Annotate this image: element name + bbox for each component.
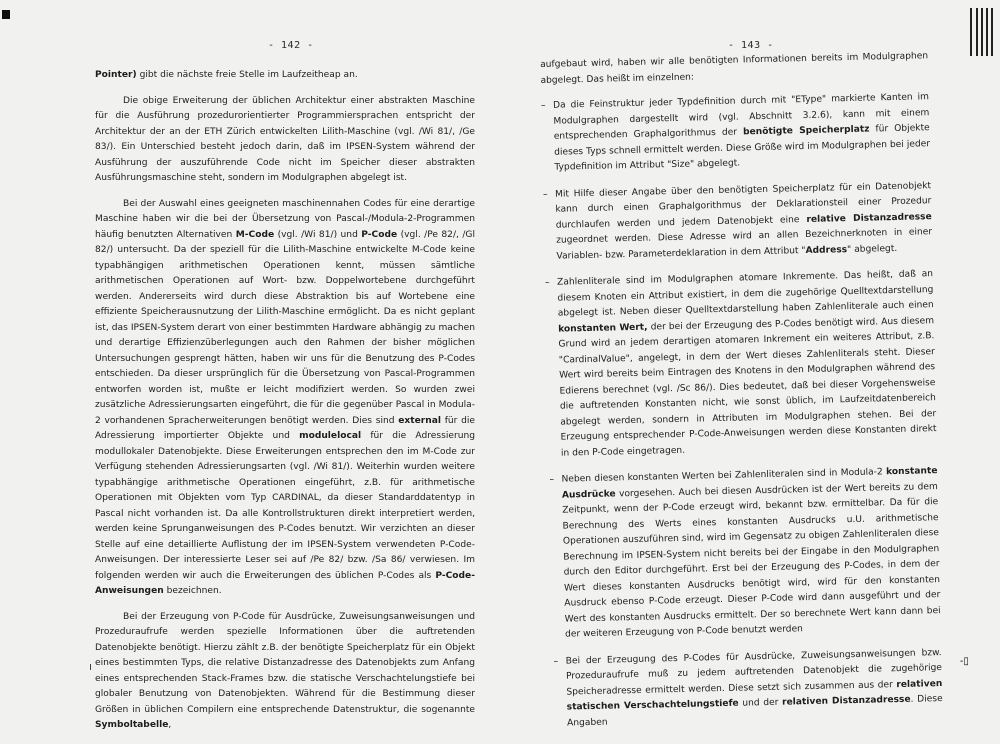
text-run: Mit Hilfe dieser Angabe über den benötigten Speicherplatz für ein Datenobjekt kann durch einen Graphalgorithmus der Deklarationsteil einer Prozedur durchlaufen werden und jedem Datenobjekt eine	[554, 180, 932, 231]
text-run: aufgebaut wird, haben wir alle benötigten Informationen bereits im Modulgraphen abgelegt. Das heißt im einzelnen:	[540, 51, 929, 86]
bold-term: P-Code-Anweisungen	[95, 570, 475, 596]
text-run: für die Adressierung modullokaler Datenobjekte. Diese Erweiterungen entsprechen den im M-Code zur Verfügung stehenden Adressierungsarten (vgl. /Wi 81/). Weiterhin wurden weitere typabhängige arithmetische Operationen eingeführt, z.B. für arithmetische Operationen mit Objekten vom Typ CARDINAL, da dieser Standarddatentyp in Pascal nicht vorhanden ist. Da alle Kontrollstrukturen direkt interpretiert werden, werden keine Sprunganweisungen des P-Codes benutzt. Wir verzichten an dieser Stelle auf eine detaillierte Auflistung der im IPSEN-System verwendeten P-Code-Anweisungen. Der interessierte Leser sei auf /Pe 82/ bzw. /Sa 86/ verwiesen. Im folgenden werden wir auch die Erweiterungen des üblichen P-Codes als	[95, 431, 475, 581]
list-item-text	[555, 181, 932, 262]
text-run: für die Adressierung importierter Objekte und	[95, 415, 475, 441]
bold-term: P-Code	[361, 229, 398, 240]
bold-term: konstante Ausdrücke	[561, 466, 938, 501]
corner-scribble-mark: -​▯	[960, 656, 969, 667]
bold-term: external	[398, 415, 442, 426]
right-dash-list	[541, 90, 943, 732]
text-run: " abgelegt.	[846, 243, 898, 255]
right-page	[500, 0, 1000, 729]
left-paragraph	[95, 197, 475, 600]
list-item-text	[553, 92, 930, 173]
text-run: (vgl. /Pe 82/, /Gl 82/) untersucht. Da der speziell für die Lilith-Maschine entwickelte M-Code keine typabhängigen arithmetischen Operationen kennt, müssen sämtliche arithmetischen Operationen auf Wort- bzw. Doppelwortebene durchgeführt werden. Andererseits wird durch diese Abstraktion bis auf Wortebene eine effiziente Speicherausnutzung der Lilith-Maschine ermöglicht. Da es nicht geplant ist, das IPSEN-System derart von einer bestimmten Hardware abhängig zu machen und derartige Effizienzüberlegungen auch den Rahmen der bisher möglichen Untersuchungen gesprengt hätten, haben wir uns für die Benutzung des P-Codes entschieden. Da dieser ursprünglich für die Übersetzung von Pascal-Programmen entworfen worden ist, mußte er leicht modifiziert werden. So wurden zwei zusätzliche Adressierungsarten eingeführt, die für die gegenüber Pascal in Modula-2 vorhandenen Spracherweiterungen benötigt werden. Dies sind	[95, 229, 475, 426]
text-run: Bei der Erzeugung von P-Code für Ausdrücke, Zuweisungsanweisungen und Prozeduraufrufe werden spezielle Informationen über die auftretenden Datenobjekte benötigt. Hierzu zählt z.B. der benötigte Speicherplatz für ein Objekt eines bestimmten Typs, die relative Distanzadresse des Datenobjekts zum Anfang eines entsprechenden Stack-Frames bzw. die statische Verschachtelungstiefe bei globaler Benutzung von Datenobjekten. Während für die Bestimmung dieser Größen in üblichen Compilern eine entsprechende Datenstruktur, die sogenannte	[95, 611, 475, 715]
left-paragraph	[95, 610, 475, 734]
bold-term: Symboltabelle	[95, 720, 169, 730]
text-run: zugeordnet werden. Diese Adresse wird an allen Bezeichnerknoten in einer Variablen- bzw. Parameterdeklaration in dem Attribut "	[556, 227, 933, 262]
right-page-body	[540, 49, 943, 743]
left-paragraph	[95, 94, 475, 187]
text-run: Zahlenliterale sind im Modulgraphen atomare Inkremente. Das heißt, daß an diesem Knoten ein Attribut existiert, in dem die zugehörige Quelltextdarstellung abgelegt ist. Neben dieser Quelltextdarstellung haben Zahlenliterale auch einen	[556, 269, 934, 319]
list-item	[541, 90, 931, 176]
left-paragraph	[95, 68, 475, 84]
text-run: Neben diesen konstanten Werten bei Zahlenliteralen sind in Modula-2	[561, 467, 887, 485]
list-item-text	[557, 269, 937, 458]
text-run: und der	[738, 697, 783, 709]
dash-bullet: –	[542, 189, 548, 200]
text-run: bezeichnen.	[163, 586, 222, 596]
text-run: (vgl. /Wi 81/) und	[274, 229, 362, 240]
list-item	[549, 464, 941, 643]
left-page-number: - 142 -	[268, 40, 314, 51]
bold-term: relative Distanzadresse	[806, 211, 932, 225]
text-run: Die obige Erweiterung der üblichen Architektur einer abstrakten Maschine für die Ausführung prozedurorientierter Programmiersprachen entspricht der Architektur der an der ETH Zürich entwickelten Lilith-Maschine (vgl. /Wi 81/, /Ge 83/). Ein Unterschied besteht jedoch darin, daß im IPSEN-System während der Ausführung der auszuführende Code nicht im Speicher dieser abstrakten Ausführungsmaschine steht, sondern im Modulgraphen abgelegt ist.	[95, 95, 475, 183]
text-run: . Diese Angaben	[566, 694, 943, 729]
dash-bullet: –	[540, 100, 546, 111]
list-item	[545, 267, 937, 462]
dash-bullet: –	[544, 277, 550, 288]
text-run: gibt die nächste freie Stelle im Laufzeitheap an.	[136, 70, 358, 80]
list-item	[543, 179, 933, 265]
right-intro-paragraph	[540, 49, 929, 89]
bold-term: Pointer)	[95, 70, 137, 80]
dash-bullet: –	[553, 656, 559, 667]
bold-term: relativen Distanzadresse	[781, 694, 911, 708]
text-run: der bei der Erzeugung des P-Codes benötigt wird. Aus diesem Grund wird an jedem derartigen atomaren Inkrement ein weiteres Attribut, z.B. "CardinalValue", angelegt, in dem der Wert dieses Zahlenliterals steht. Dieser Wert wird bereits beim Eintragen des Knotens in den Modulgraphen während des Edierens berechnet (vgl. /Sc 86/). Dies bedeutet, daß bei dieser Vorgehensweise die auftretenden Konstanten nicht, wie sonst üblich, im Laufzeitdatenbereich abgelegt werden, sondern in Attributen im Modulgraphen stehen. Bei der Erzeugung entsprechender P-Code-Anweisungen werden diese Konstanten direkt in den P-Code eingetragen.	[558, 315, 937, 459]
bold-term: M-Code	[235, 229, 275, 240]
list-item-text	[561, 466, 940, 639]
left-page	[0, 0, 500, 730]
text-run: für Objekte dieses Typs schnell ermittelt werden. Diese Größe wird im Modulgraphen bei jeder Typdefinition im Attribut "Size" abgelegt.	[554, 123, 931, 173]
text-run: Bei der Erzeugung des P-Codes für Ausdrücke, Zuweisungsanweisungen bzw. Prozeduraufrufe muß zu jedem auftretenden Datenobjekt die zugehörige Speicheradresse ermittelt werden. Diese setzt sich zusammen aus der	[565, 647, 943, 698]
dash-bullet: –	[549, 474, 555, 485]
bold-term: konstanten Wert,	[558, 322, 648, 335]
list-item	[554, 646, 944, 732]
bold-term: Address	[805, 244, 848, 256]
left-page-body	[95, 68, 475, 744]
bold-term: relativen statischen Verschachtelungstiefe	[566, 678, 943, 713]
list-item-text	[566, 648, 943, 729]
right-page-number: - 143 -	[728, 40, 774, 51]
bold-term: benötigte Speicherplatz	[742, 124, 870, 138]
text-run: ,	[168, 720, 172, 730]
text-run: vorgesehen. Auch bei diesen Ausdrücken ist der Wert bereits zu dem Zeitpunkt, wenn der P-Code erzeugt wird, bekannt bzw. ermittelbar. Da für die Berechnung des Werts eines konstanten Ausdrucks u.U. arithmetische Operationen auszuführen sind, wird im Gegensatz zu obigen Zahlenliteralen diese Berechnung im IPSEN-System nicht bereits bei der Eingabe in den Modulgraphen durch den Editor durchgeführt. Erst bei der Erzeugung des P-Codes, in dem der Wert dieses konstanten Ausdrucks benötigt wird, wird für den konstanten Ausdruck ebenso P-Code erzeugt. Dieser P-Code wird dann ausgeführt und der Wert des konstanten Ausdrucks ermittelt. Der so berechnete Wert kann dann bei der weiteren Erzeugung von P-Code benutzt werden	[562, 481, 941, 640]
text-run: Bei der Auswahl eines geeigneten maschinennahen Codes für eine derartige Maschine haben wir die bei der Übersetzung von Pascal-/Modula-2-Programmen häufig benutzten Alternativen	[95, 198, 475, 240]
bold-term: modulelocal	[299, 431, 362, 441]
text-run: Da die Feinstruktur jeder Typdefinition durch mit "EType" markierte Kanten im Modulgraphen dargestellt wird (vgl. Abschnitt 3.2.6), kann mit einem entsprechenden Graphalgorithmus der	[552, 92, 930, 142]
